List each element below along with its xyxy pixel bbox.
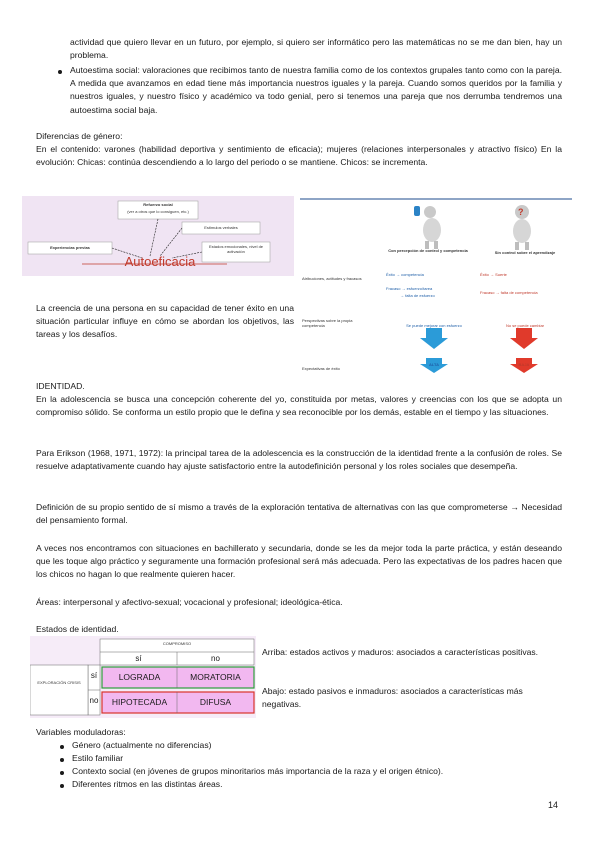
identidad-p1: En la adolescencia se busca una concepción coherente del yo, constituida por metas, valores y creencias con los que se adopta un compromiso sólido. Se conforma un estilo propio que le defina y sea reconocible por los demás, estable en el tiempo y las situaciones. [36, 394, 562, 418]
autoeficacia-diagram [22, 196, 294, 276]
right-row1-b: Fracaso → falta de competencia [480, 290, 538, 295]
figure-thumbs-up-icon [414, 206, 441, 249]
estados-heading: Estados de identidad. [36, 624, 119, 634]
identidad-heading: IDENTIDAD. [36, 381, 85, 391]
box-experiencias-previas: Experiencias previas [50, 245, 90, 250]
arrow-down-red-1 [510, 328, 538, 349]
bullet-dot [58, 70, 62, 74]
row3-label: Expectativas de éxito [302, 366, 340, 371]
variables-heading: Variables moduladoras: [36, 727, 126, 737]
page-number: 14 [548, 800, 559, 810]
right-row2: No se puede cambiar [505, 323, 545, 328]
identidad-p5: Áreas: interpersonal y afectivo-sexual; vocacional y profesional; ideológica-ética. [36, 597, 343, 607]
cell-moratoria: MORATORIA [190, 672, 241, 682]
autoestima-social-text: Autoestima social: valoraciones que recibimos tanto de nuestra familia como de los contextos grupales tanto como con la pareja. A medida que avanzamos en edad tiene más importancia nuestros iguales y la pareja. Cuando somos queridos por la familia y nuestros iguales, y nuestro físico y académico va todo genial, pero si tenemos una pareja que nos derrumba tendremos una autoestima social baja. [70, 65, 562, 115]
identidad-p2: Para Erikson (1968, 1971, 1972): la principal tarea de la adolescencia es la construcción de la identidad frente a la confusión de roles. Se resuelve adaptativamente cuando hay ajuste satisfactorio entre la autodefinición personal y los roles sociales que desempeña. [36, 448, 562, 472]
autoeficacia-title: Autoeficacia [124, 254, 196, 269]
box-refuerzo-social: Refuerzo social [143, 202, 173, 207]
right-row1-a: Éxito → Suerte [480, 272, 507, 277]
exploracion-label: EXPLORACIÓN CRISIS [37, 680, 81, 685]
arrow-down-blue-1 [420, 328, 448, 349]
variable-item: Estilo familiar [72, 753, 124, 763]
cell-difusa: DIFUSA [199, 697, 232, 707]
col-right-header: Sin control sobre el aprendizaje [494, 250, 556, 255]
estados-abajo: Abajo: estado pasivos e inmaduros: asociados a características más negativas. [262, 686, 523, 710]
estados-table [30, 636, 256, 718]
autoeficacia-text: La creencia de una persona en su capacidad de tener éxito en una situación particular influye en cómo se abordan los objetivos, las tareas y los desafíos. [36, 303, 294, 340]
cell-lograda: LOGRADA [118, 672, 161, 682]
genero-text: En el contenido: varones (habilidad deportiva y sentimiento de eficacia); mujeres (relaciones interpersonales y atractivo físico) En la evolución: Chicas: continúa descendiendo a lo largo del periodo o se mantiene. Chicos: se incrementa. [36, 144, 562, 168]
left-row1-a: Éxito → competencia [386, 272, 424, 277]
variable-item: Contexto social (en jóvenes de grupos minoritarios más importancia de la raza y el origen étnico). [72, 766, 444, 776]
right-row3: BAJA [518, 362, 530, 367]
col-no: no [211, 654, 220, 663]
col-left-header: Con percepción de control y competencia [388, 248, 468, 253]
control-figure [300, 198, 572, 376]
svg-text:?: ? [518, 207, 524, 217]
box-refuerzo-sub: (ver a otros que lo consiguen, etc.) [127, 209, 189, 214]
bullet-dot [60, 771, 64, 775]
identidad-p3: Definición de su propio sentido de sí mismo a través de la exploración tentativa de alternativas con las que comprometerse → Necesidad del pensamiento formal. [36, 502, 562, 526]
genero-heading: Diferencias de género: [36, 131, 123, 141]
variable-item: Diferentes ritmos en las distintas áreas. [72, 779, 223, 789]
col-si: sí [135, 654, 142, 663]
row1-label: Atribuciones, actitudes y fracasos [302, 276, 362, 281]
cell-hipotecada: HIPOTECADA [111, 697, 168, 707]
compromiso-header: COMPROMISO [162, 641, 192, 646]
intro-continuation: actividad que quiero llevar en un futuro, por ejemplo, si quiero ser informático pero las matemáticas no se me dan bien, hay un problema. [70, 37, 562, 61]
left-row3: ALTA [428, 362, 440, 367]
row-no: no [89, 696, 99, 705]
row2-label: Perspectivas sobre la propia competencia [302, 318, 353, 328]
bullet-dot [60, 758, 64, 762]
bullet-dot [60, 784, 64, 788]
left-row1-c: → falta de esfuerzo [400, 293, 435, 298]
variable-item: Género (actualmente no diferencias) [72, 740, 212, 750]
bullet-dot [60, 745, 64, 749]
box-estados-emocionales: Estados emocionales, nivel de activación [208, 244, 264, 254]
left-row1-b: Fracaso → esfuerzo/tarea [386, 286, 433, 291]
box-estimulos-verbales: Estimulos verbales [204, 225, 238, 230]
estados-arriba: Arriba: estados activos y maduros: asociados a características positivas. [262, 647, 539, 657]
identidad-p4: A veces nos encontramos con situaciones en bachillerato y secundaria, donde se les da mejor toda la parte práctica, y están deseando que les toque algo práctico y seguramente una formación profesional será más adecuada. Pero las expectativas de los padres hacen que los chicos no hagan lo que realmente quieren hacer. [36, 543, 562, 580]
figure-question-icon [513, 205, 531, 250]
row-si: sí [90, 671, 98, 680]
left-row2: Se puede mejorar con esfuerzo [406, 323, 462, 328]
